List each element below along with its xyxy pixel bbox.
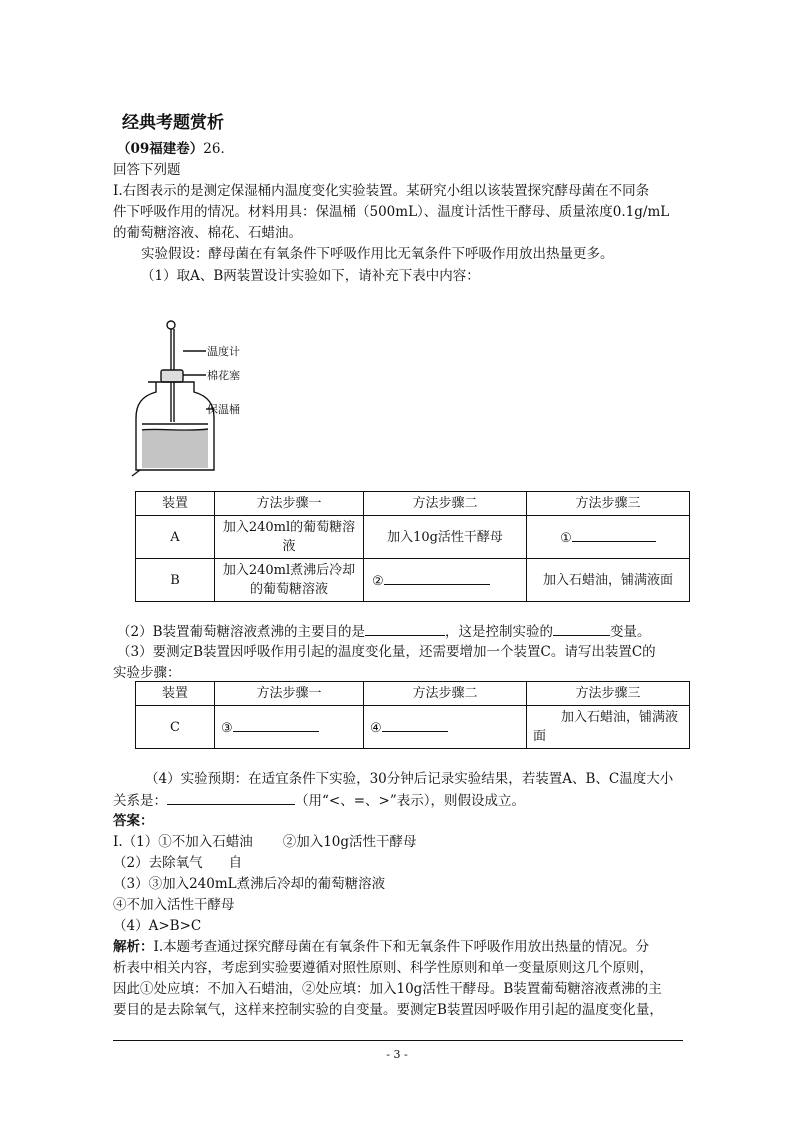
para1-line1: Ⅰ.右图表示的是测定保湿桶内温度变化实验装置。某研究小组以该装置探究酵母菌在不同条: [113, 183, 650, 199]
table1-header-step3: 方法步骤三: [527, 492, 690, 516]
q4-text-c: （用“<、=、>”表示），则假设成立。: [295, 793, 525, 809]
analysis-line1: [113, 936, 649, 958]
footer-rule: [113, 1040, 683, 1041]
table2-header-step2: 方法步骤二: [364, 682, 527, 706]
answer-2a: （2）去除氧气: [113, 855, 203, 871]
blank-4: [382, 716, 448, 732]
question-1: （1）取A、B两装置设计实验如下，请补充下表中内容：: [141, 268, 480, 284]
table1-rowB-step1: 加入240ml煮沸后冷却的葡萄糖溶液: [215, 559, 364, 602]
table2-header-device: 装置: [136, 682, 215, 706]
table2-header-step3: 方法步骤三: [527, 682, 690, 706]
table1-rowB-step3: 加入石蜡油，铺满液面: [527, 559, 690, 602]
hypothesis-line: 实验假设：酵母菌在有氧条件下呼吸作用比无氧条件下呼吸作用放出热量更多。: [141, 246, 614, 262]
question-4-line2: [113, 789, 525, 812]
q2-text-c: 变量。: [610, 624, 651, 640]
blank-2: [384, 569, 490, 585]
q2-text-b: ，这是控制实验的: [445, 624, 554, 640]
q4-text-b: 关系是：: [113, 793, 167, 809]
figure-label-bucket: 保温桶: [207, 403, 240, 416]
table1-header-step2: 方法步骤二: [364, 492, 527, 516]
table2-header-step1: 方法步骤一: [215, 682, 364, 706]
figure-label-thermometer: 温度计: [207, 345, 240, 358]
question-3-line2: 实验步骤：: [113, 665, 181, 681]
question-2: [117, 620, 651, 643]
page-number: - 3 -: [386, 1048, 408, 1061]
para1-line2: 件下呼吸作用的情况。材料用具：保温桶（500mL）、温度计活性干酵母、质量浓度0.1g/mL: [113, 204, 670, 220]
page-title: 经典考题赏析: [122, 113, 224, 133]
apparatus-figure: [128, 318, 258, 480]
analysis-line4: 要目的是去除氧气，这样来控制实验的自变量。要测定B装置因呼吸作用引起的温度变化量，: [113, 1002, 663, 1018]
blank-3-marker: ③: [221, 721, 233, 736]
analysis-label: 解析：: [113, 939, 154, 955]
table2-rowC-device: C: [136, 706, 215, 749]
answer-1b: ②加入10g活性干酵母: [282, 834, 417, 850]
blank-1: [572, 526, 656, 542]
question-number: 26．: [203, 141, 234, 157]
table1-rowB-step2: [364, 559, 527, 602]
answer-3: （3）③加入240mL煮沸后冷却的葡萄糖溶液: [113, 876, 386, 892]
analysis-line2: 析表中相关内容，考虑到实验要遵循对照性原则、科学性原则和单一变量原则这几个原则，: [113, 960, 653, 976]
blank-3: [233, 716, 319, 732]
figure-label-cotton: 棉花塞: [207, 369, 240, 382]
table2-rowC-step2: [364, 706, 527, 749]
table1-rowA-step1: 加入240ml的葡萄糖溶液: [215, 516, 364, 559]
q2-blank-1: [365, 620, 445, 636]
answer-1: [113, 831, 417, 853]
answer-4: （4）A>B>C: [113, 918, 202, 934]
blank-1-marker: ①: [560, 531, 572, 546]
answer-2: [113, 852, 242, 874]
table2-rowC-step3: 加入石蜡油，铺满液面: [527, 706, 690, 749]
answer-1a: Ⅰ.（1）①不加入石蜡油: [113, 834, 253, 850]
para1-line3: 的葡萄糖溶液、棉花、石蜡油。: [113, 225, 302, 241]
table1-rowA-step2: 加入10g活性干酵母: [364, 516, 527, 559]
answer-2b: 自: [228, 855, 243, 871]
blank-2-marker: ②: [372, 574, 384, 589]
answer-label: 答案：: [113, 813, 154, 829]
table1-rowB-device: B: [136, 559, 215, 602]
blank-4-marker: ④: [370, 721, 382, 736]
analysis-line3: 因此①处应填：不加入石蜡油，②处应填：加入10g活性干酵母。B装置葡萄糖溶液煮沸的主: [113, 981, 662, 997]
table1-header-device: 装置: [136, 492, 215, 516]
table1-rowA-step3: [527, 516, 690, 559]
table1-rowA-device: A: [136, 516, 215, 559]
table2-rowC-step1: [215, 706, 364, 749]
table-1: [135, 491, 690, 602]
q4-blank: [167, 789, 295, 805]
question-header: [117, 138, 234, 160]
intro-line: 回答下列题: [113, 162, 181, 178]
question-3-line1: （3）要测定B装置因呼吸作用引起的温度变化量，还需要增加一个装置C。请写出装置C的: [117, 644, 656, 660]
q2-text-a: （2）B装置葡萄糖溶液煮沸的主要目的是: [117, 624, 366, 640]
analysis-text-1: Ⅰ.本题考查通过探究酵母菌在有氧条件下和无氧条件下呼吸作用放出热量的情况。分: [153, 939, 650, 955]
table1-header-step1: 方法步骤一: [215, 492, 364, 516]
answer-3b: ④不加入活性干酵母: [113, 897, 235, 913]
question-4-line1: （4）实验预期：在适宜条件下实验，30分钟后记录实验结果，若装置A、B、C温度大小: [145, 771, 674, 787]
table-2: [135, 681, 690, 749]
q2-blank-2: [553, 620, 610, 636]
source-label: （09福建卷）: [117, 141, 204, 157]
